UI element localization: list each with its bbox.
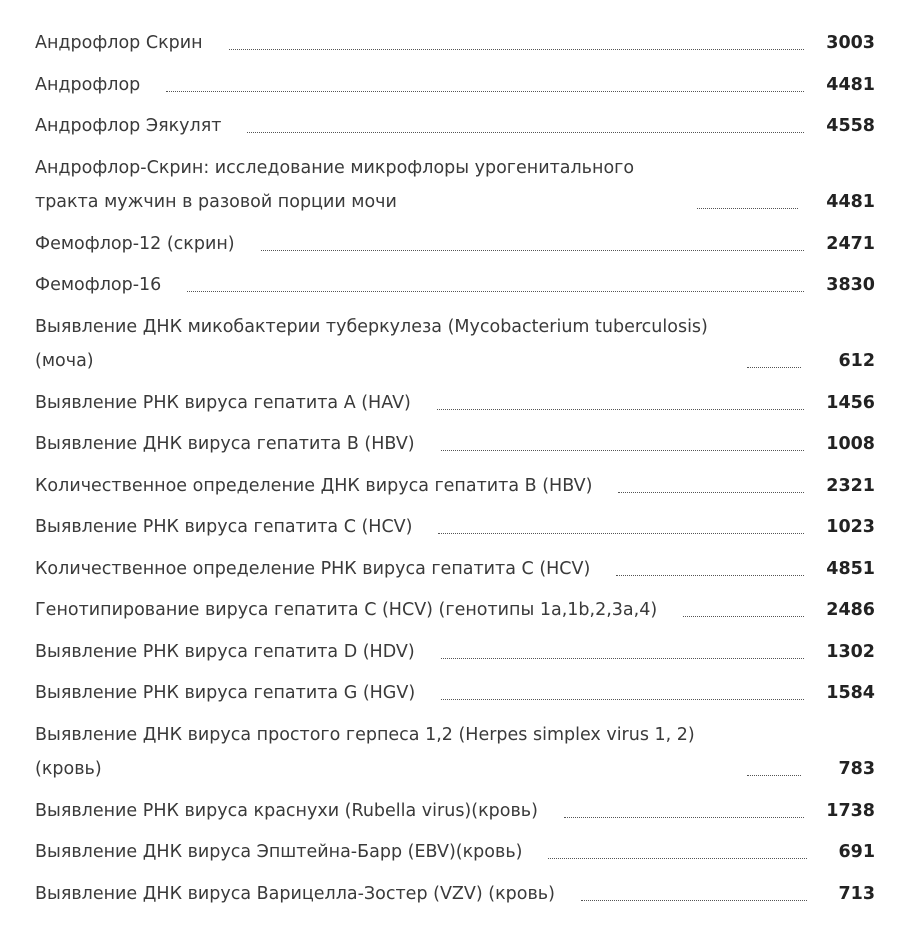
price-row (35, 873, 875, 915)
service-name: Андрофлор-Скрин: исследование микрофлоры урогенитального тракта мужчин в разовой порции мочи (35, 158, 635, 212)
service-name: Выявление РНК вируса гепатита D (HDV) (35, 641, 415, 662)
price-row (35, 382, 875, 424)
service-price: 691 (838, 842, 875, 862)
service-price: 1456 (826, 392, 875, 413)
dotted-leader (747, 366, 801, 368)
dotted-leader (166, 90, 804, 92)
service-name: Выявление ДНК вируса гепатита B (HBV) (35, 434, 415, 454)
service-name: Андрофлор Скрин (35, 33, 203, 53)
price-row (35, 0, 875, 64)
service-name: Выявление ДНК вируса Эпштейна-Барр (EBV)(кровь) (35, 842, 523, 862)
dotted-leader (441, 657, 805, 659)
service-price: 4481 (826, 192, 875, 212)
service-price: 2486 (826, 600, 875, 620)
dotted-leader (261, 249, 805, 251)
service-price: 1302 (826, 641, 875, 662)
service-price: 1738 (826, 800, 875, 821)
service-name: Андрофлор Эякулят (35, 116, 222, 136)
price-row (35, 223, 875, 265)
price-row (35, 465, 875, 507)
dotted-leader (187, 290, 804, 292)
dotted-leader (441, 449, 805, 451)
service-name: Выявление РНК вируса краснухи (Rubella virus)(кровь) (35, 800, 538, 821)
price-row (35, 424, 875, 466)
service-price: 4481 (826, 74, 875, 95)
dotted-leader (616, 574, 804, 576)
service-price: 2321 (826, 475, 875, 496)
service-price: 3830 (826, 275, 875, 295)
dotted-leader (581, 899, 807, 901)
dotted-leader (683, 615, 804, 617)
service-name: Выявление ДНК вируса простого герпеса 1,2 (Herpes simplex virus 1, 2) (кровь) (35, 725, 695, 779)
dotted-leader (441, 698, 804, 700)
service-price: 612 (838, 351, 875, 371)
price-list (35, 0, 875, 915)
service-price: 1584 (826, 683, 875, 703)
dotted-leader (564, 816, 804, 818)
service-name: Выявление ДНК вируса Варицелла-Зостер (VZV) (кровь) (35, 883, 555, 904)
service-price: 713 (838, 883, 875, 904)
service-price: 4558 (826, 116, 875, 136)
price-row (35, 64, 875, 106)
price-row (35, 631, 875, 673)
dotted-leader (438, 532, 804, 534)
service-name: Выявление РНК вируса гепатита C (HCV) (35, 517, 413, 537)
price-row (35, 106, 875, 148)
dotted-leader (247, 131, 804, 133)
service-name: Количественное определение РНК вируса гепатита C (HCV) (35, 558, 591, 579)
service-name: Выявление РНК вируса гепатита A (HAV) (35, 392, 411, 413)
price-row (35, 590, 875, 632)
dotted-leader (618, 491, 804, 493)
service-price: 2471 (826, 233, 875, 254)
price-row (35, 147, 875, 223)
price-row (35, 673, 875, 715)
price-row (35, 548, 875, 590)
dotted-leader (747, 774, 801, 776)
service-price: 783 (838, 759, 875, 779)
service-price: 1023 (826, 517, 875, 537)
service-name: Фемофлор-12 (скрин) (35, 233, 235, 254)
service-name: Количественное определение ДНК вируса гепатита B (HBV) (35, 475, 593, 496)
service-name: Выявление РНК вируса гепатита G (HGV) (35, 683, 416, 703)
service-name: Генотипирование вируса гепатита C (HCV) (генотипы 1a,1b,2,3a,4) (35, 600, 658, 620)
service-price: 4851 (826, 558, 875, 579)
price-row (35, 832, 875, 874)
service-name: Фемофлор-16 (35, 275, 162, 295)
price-row (35, 306, 875, 382)
service-name: Выявление ДНК микобактерии туберкулеза (Mycobacterium tuberculosis) (моча) (35, 317, 708, 371)
price-row (35, 790, 875, 832)
service-price: 1008 (826, 434, 875, 454)
service-name: Андрофлор (35, 74, 141, 95)
dotted-leader (697, 207, 798, 209)
price-row (35, 507, 875, 549)
service-price: 3003 (826, 33, 875, 53)
dotted-leader (437, 408, 804, 410)
dotted-leader (229, 48, 805, 50)
price-row (35, 265, 875, 307)
price-row (35, 714, 875, 790)
dotted-leader (548, 857, 807, 859)
